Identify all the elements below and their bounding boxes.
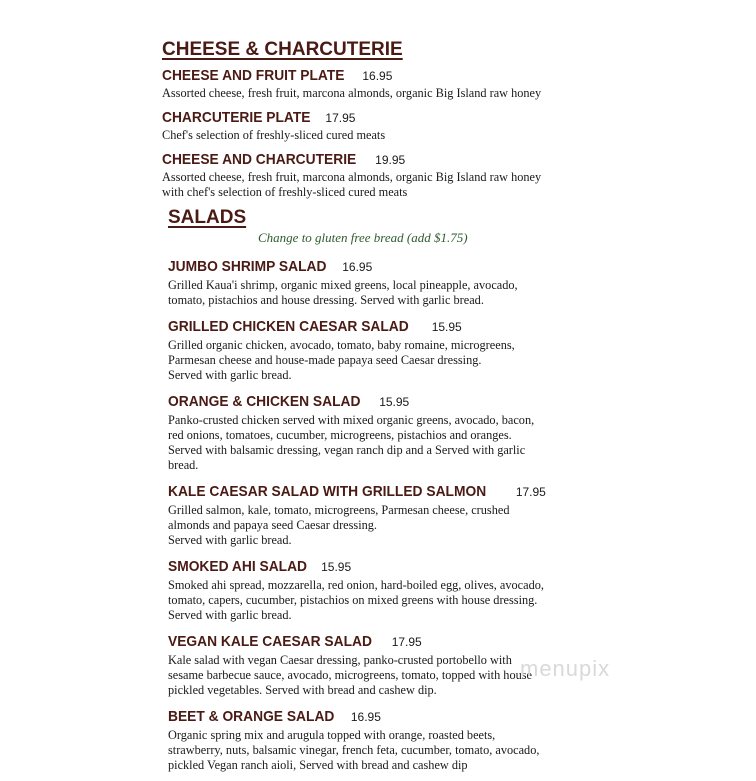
menu-item-price: 16.95 bbox=[342, 260, 373, 274]
menu-item-description: Smoked ahi spread, mozzarella, red onion, hard-boiled egg, olives, avocado, bbox=[168, 578, 544, 592]
menu-item-name: JUMBO SHRIMP SALAD bbox=[168, 258, 327, 275]
menu-item-header bbox=[162, 66, 722, 86]
cheese-charcuterie-section bbox=[162, 38, 722, 200]
menu-item-description: with chef's selection of freshly-sliced cured meats bbox=[162, 185, 408, 199]
menu-item-description: bread. bbox=[168, 458, 199, 472]
menu-item-price: 19.95 bbox=[375, 153, 406, 167]
menu-item-description: tomato, pistachios and house dressing. Served with garlic bread. bbox=[168, 293, 484, 307]
menu-item bbox=[162, 150, 722, 200]
menu-item-description: Served with garlic bread. bbox=[168, 608, 292, 622]
menu-item-header bbox=[162, 150, 722, 170]
menu-item-price: 16.95 bbox=[350, 710, 381, 724]
menu-item-description: Served with garlic bread. bbox=[168, 368, 292, 382]
menu-item-name: GRILLED CHICKEN CAESAR SALAD bbox=[168, 318, 409, 335]
menu-item bbox=[168, 706, 728, 773]
menu-item-description: pickled vegetables. Served with bread and cashew dip. bbox=[168, 683, 437, 697]
menu-item bbox=[168, 556, 728, 623]
menu-item-header bbox=[168, 256, 728, 278]
menu-item-price: 17.95 bbox=[325, 111, 356, 125]
menu-item-header bbox=[168, 556, 728, 578]
menu-item-description: Grilled salmon, kale, tomato, microgreens, Parmesan cheese, crushed bbox=[168, 503, 510, 517]
section-title-cheese: CHEESE & CHARCUTERIE bbox=[162, 39, 403, 60]
menu-item-name: ORANGE & CHICKEN SALAD bbox=[168, 393, 361, 410]
menu-item-header bbox=[168, 481, 728, 503]
menu-item-name: VEGAN KALE CAESAR SALAD bbox=[168, 633, 372, 650]
menu-item-description: Grilled Kaua'i shrimp, organic mixed greens, local pineapple, avocado, bbox=[168, 278, 518, 292]
menu-item-description: Served with garlic bread. bbox=[168, 533, 292, 547]
menu-item-header bbox=[168, 391, 728, 413]
menu-item-name: CHEESE AND FRUIT PLATE bbox=[162, 67, 345, 84]
menu-item bbox=[168, 316, 728, 383]
section-title-salads: SALADS bbox=[168, 207, 247, 228]
menu-item-description: Served with balsamic dressing, vegan ranch dip and a Served with garlic bbox=[168, 443, 526, 457]
menu-item bbox=[168, 631, 728, 698]
menu-item-description: Kale salad with vegan Caesar dressing, panko-crusted portobello with bbox=[168, 653, 512, 667]
menupix-watermark: menupix bbox=[520, 656, 611, 681]
menu-item-description: sesame barbecue sauce, avocado, microgreens, tomato, topped with house bbox=[168, 668, 532, 682]
menu-item-header bbox=[168, 706, 728, 728]
menu-item-name: SMOKED AHI SALAD bbox=[168, 558, 308, 575]
menu-item-header bbox=[168, 631, 728, 653]
menu-item-description: Assorted cheese, fresh fruit, marcona almonds, organic Big Island raw honey bbox=[162, 170, 542, 184]
menu-item-description: tomato, capers, cucumber, pistachios on mixed greens with house dressing. bbox=[168, 593, 538, 607]
gluten-free-note: Change to gluten free bread (add $1.75) bbox=[258, 230, 468, 245]
menu-item-description: red onions, tomatoes, cucumber, microgreens, pistachios and oranges. bbox=[168, 428, 512, 442]
menu-item-price: 15.95 bbox=[431, 320, 462, 334]
menu-item-description: Assorted cheese, fresh fruit, marcona almonds, organic Big Island raw honey bbox=[162, 86, 542, 100]
menu-item bbox=[168, 391, 728, 473]
menu-item-description: Parmesan cheese and house-made papaya seed Caesar dressing. bbox=[168, 353, 482, 367]
menu-item-description: strawberry, nuts, balsamic vinegar, french feta, cucumber, tomato, avocado, bbox=[168, 743, 540, 757]
menu-item bbox=[162, 108, 722, 143]
menu-item bbox=[168, 481, 728, 548]
menu-item-name: KALE CAESAR SALAD WITH GRILLED SALMON bbox=[168, 483, 487, 500]
menu-item bbox=[162, 66, 722, 101]
menu-item-description: Grilled organic chicken, avocado, tomato, baby romaine, microgreens, bbox=[168, 338, 515, 352]
menu-item-price: 17.95 bbox=[515, 485, 546, 499]
menu-item-description: Organic spring mix and arugula topped with orange, roasted beets, bbox=[168, 728, 496, 742]
menu-item-name: BEET & ORANGE SALAD bbox=[168, 708, 335, 725]
menu-item-description: pickled Vegan ranch aioli, Served with bread and cashew dip bbox=[168, 758, 468, 772]
menu-item-price: 15.95 bbox=[379, 395, 410, 409]
menu-item-description: Panko-crusted chicken served with mixed organic greens, avocado, bacon, bbox=[168, 413, 535, 427]
menu-item bbox=[168, 256, 728, 308]
menu-item-description: Chef's selection of freshly-sliced cured meats bbox=[162, 128, 386, 142]
menu-item-name: CHEESE AND CHARCUTERIE bbox=[162, 151, 357, 168]
salad-item-list bbox=[168, 256, 728, 773]
menu-item-header bbox=[168, 316, 728, 338]
menu-item-name: CHARCUTERIE PLATE bbox=[162, 109, 311, 126]
menu-item-price: 16.95 bbox=[362, 69, 393, 83]
menu-item-price: 15.95 bbox=[321, 560, 352, 574]
cheese-item-list bbox=[162, 66, 722, 200]
menu-item-description: almonds and papaya seed Caesar dressing. bbox=[168, 518, 377, 532]
salads-section bbox=[168, 206, 728, 781]
menu-item-price: 17.95 bbox=[391, 635, 422, 649]
menu-item-header bbox=[162, 108, 722, 128]
